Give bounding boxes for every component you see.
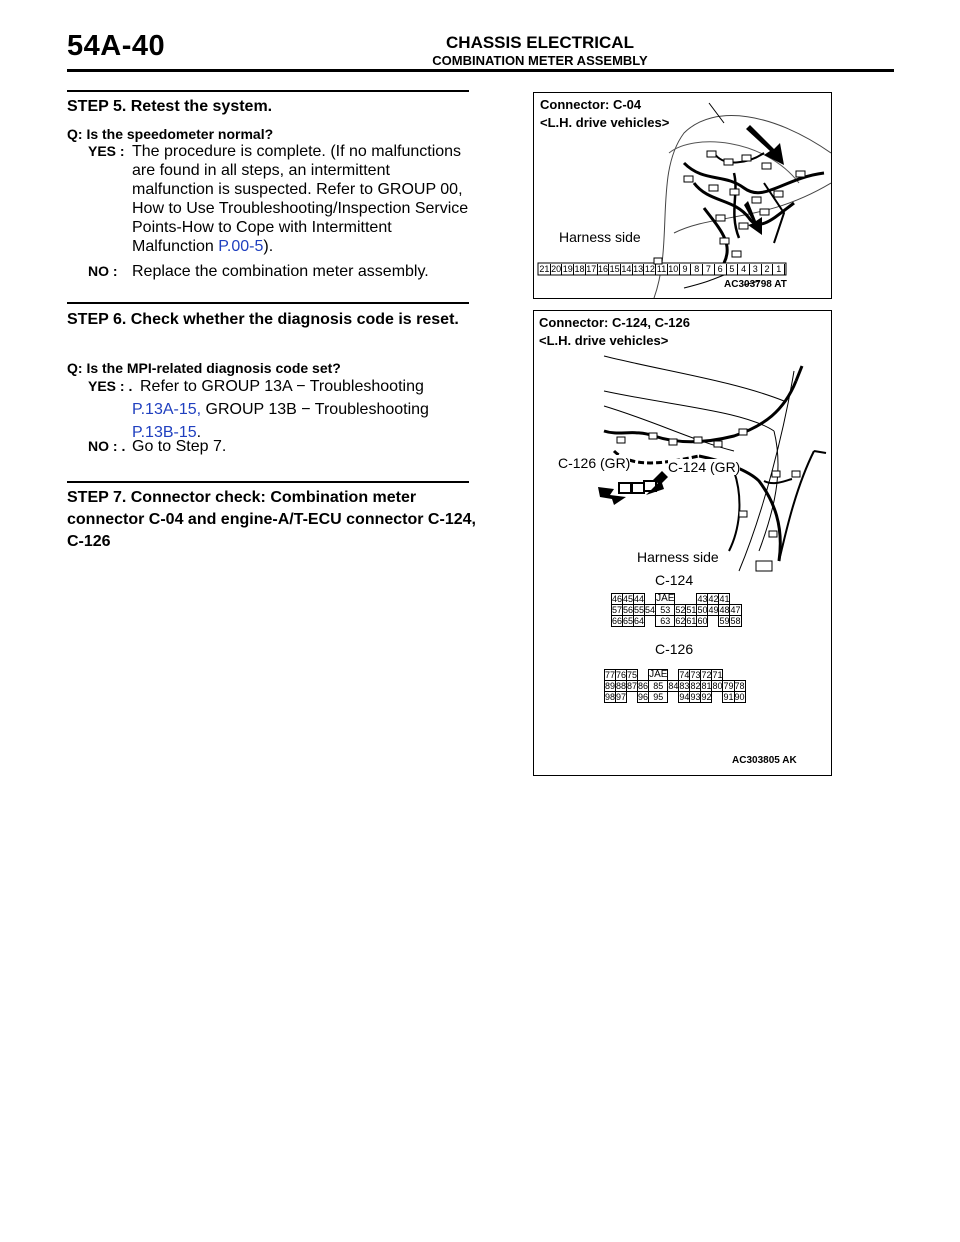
c124-pin: 55 — [634, 605, 645, 615]
page-number: 54A-40 — [67, 30, 166, 62]
c04-pin: 3 — [750, 264, 762, 275]
c04-pin: 17 — [586, 264, 597, 274]
c126-pin: 93 — [690, 692, 701, 702]
c126-pin: 91 — [723, 692, 734, 702]
c124-pin: 49 — [708, 605, 719, 615]
c124-pin: 62 — [675, 616, 686, 626]
fig2-label-c124-gr: C-124 (GR) — [668, 459, 741, 475]
c04-pin: 18 — [574, 264, 585, 274]
c126-pin: 78 — [734, 681, 745, 691]
c124-pin: 46 — [612, 594, 623, 604]
c126-pin: 87 — [627, 681, 638, 691]
c124-pin: 59 — [719, 616, 730, 626]
step5-no-label: NO : — [88, 263, 118, 279]
header-rule — [67, 69, 894, 72]
c04-pin: 10 — [668, 264, 679, 274]
c124-pin: 45 — [623, 594, 634, 604]
c126-pin: 81 — [701, 681, 712, 691]
c126-pin: 76 — [616, 670, 627, 680]
fig2-c124-label: C-124 — [655, 572, 694, 588]
c126-pin: 92 — [701, 692, 712, 702]
c04-pin: 21 — [539, 264, 550, 274]
c126-pin: 83 — [679, 681, 690, 691]
c124-pin: 51 — [686, 605, 697, 615]
c124-pin — [686, 594, 697, 605]
c124-pin: 64 — [634, 616, 645, 626]
c126-pin: 97 — [616, 692, 627, 702]
c124-pin: 63 — [656, 616, 675, 627]
fig2-vehicle: <L.H. drive vehicles> — [539, 333, 669, 348]
c126-pin — [627, 692, 638, 703]
step6-title: STEP 6. Check whether the diagnosis code is reset. — [67, 311, 459, 328]
c04-pin: 9 — [680, 264, 692, 275]
c126-pin: 96 — [638, 692, 649, 702]
c04-pin: 2 — [762, 264, 774, 275]
c124-pin: 54 — [645, 605, 656, 615]
step5-rule — [67, 90, 469, 92]
c126-pin: 84 — [668, 681, 679, 691]
c126-pin — [668, 692, 679, 703]
c126-pin: 85 — [649, 681, 668, 692]
c124-pin: 57 — [612, 605, 623, 615]
c126-pin: 79 — [723, 681, 734, 691]
c126-pin: 71 — [712, 670, 723, 680]
step5-title: STEP 5. Retest the system. — [67, 98, 273, 115]
c126-pin: 80 — [712, 681, 723, 691]
c124-pin: 65 — [623, 616, 634, 626]
step6-yes-answer-2: P.13A-15, GROUP 13B − Troubleshooting — [132, 401, 429, 418]
c126-pin: 90 — [734, 692, 745, 702]
fig1-connector: Connector: C-04 — [540, 97, 642, 112]
step7-title: STEP 7. Connector check: Combination meter connector C-04 and engine-A/T-ECU connector C-124, C-126 — [67, 489, 476, 550]
c126-pin: 75 — [627, 670, 638, 680]
figure-connector-c04 — [533, 92, 832, 299]
c124-pin: 53 — [656, 605, 675, 616]
c04-pin: 12 — [644, 264, 655, 274]
section-title: CHASSIS ELECTRICAL — [446, 33, 634, 52]
c126-pin: 82 — [690, 681, 701, 691]
step6-yes-answer: Refer to GROUP 13A − Troubleshooting — [140, 378, 424, 395]
step6-question: Q: Is the MPI-related diagnosis code set? — [67, 360, 341, 376]
c04-pin: 1 — [773, 264, 785, 275]
fig2-c126-label: C-126 — [655, 641, 694, 657]
c124-pin: 52 — [675, 605, 686, 615]
fig1-harness-side: Harness side — [559, 229, 641, 245]
c124-pin: 61 — [686, 616, 697, 626]
c124-pin: 42 — [708, 594, 719, 604]
c124-pin: 41 — [719, 594, 730, 604]
c126-pin: JAE — [649, 669, 668, 680]
step6-yes-link-2[interactable]: P.13B-15 — [132, 424, 197, 441]
c124-pin: 56 — [623, 605, 634, 615]
c126-pin: 86 — [638, 681, 649, 691]
c124-pin: 47 — [730, 605, 741, 615]
fig2-harness-side: Harness side — [637, 549, 719, 565]
c124-pin: 58 — [730, 616, 741, 626]
c126-pin — [712, 692, 723, 703]
fig1-code: AC303798 AT — [724, 279, 787, 290]
fig2-label-c126-gr: C-126 (GR) — [558, 455, 631, 471]
c126-pin-layout — [604, 669, 746, 703]
c126-pin: 72 — [701, 670, 712, 680]
step6-yes-answer-3: P.13B-15. — [132, 424, 202, 441]
figure-connector-c124-c126 — [533, 310, 832, 776]
c124-pin — [645, 616, 656, 627]
c124-pin: 60 — [697, 616, 708, 626]
c126-pin: 74 — [679, 670, 690, 680]
c04-pin: 14 — [621, 264, 632, 274]
step5-question: Q: Is the speedometer normal? — [67, 126, 274, 142]
c124-pin — [675, 594, 686, 605]
step5-no-answer: Replace the combination meter assembly. — [132, 263, 429, 280]
c126-pin: 94 — [679, 692, 690, 702]
c124-pin-layout — [611, 593, 742, 627]
step7-rule — [67, 481, 469, 483]
step6-no-label: NO : . — [88, 438, 126, 454]
c126-pin: 89 — [605, 681, 616, 691]
c126-pin: 95 — [649, 692, 668, 703]
c04-pin: 6 — [715, 264, 727, 275]
step6-no-answer: Go to Step 7. — [132, 438, 227, 455]
c04-pin-strip — [539, 264, 785, 275]
c126-pin: 77 — [605, 670, 616, 680]
c124-pin — [645, 594, 656, 605]
step5-yes-label: YES : — [88, 143, 125, 159]
c126-pin: 98 — [605, 692, 616, 702]
step5-yes-link[interactable]: P.00-5 — [218, 238, 264, 255]
c04-pin: 19 — [562, 264, 573, 274]
step6-rule — [67, 302, 469, 304]
c126-pin — [638, 670, 649, 681]
step6-yes-link-1[interactable]: P.13A-15, — [132, 401, 202, 418]
c04-pin: 20 — [551, 264, 562, 274]
c124-pin: 66 — [612, 616, 623, 626]
c124-pin: 50 — [697, 605, 708, 615]
section-subtitle: COMBINATION METER ASSEMBLY — [432, 53, 648, 68]
c04-pin: 5 — [727, 264, 739, 275]
c124-pin — [708, 616, 719, 627]
c124-pin: JAE — [656, 593, 675, 604]
fig1-vehicle: <L.H. drive vehicles> — [540, 115, 670, 130]
fig2-connector: Connector: C-124, C-126 — [539, 315, 690, 330]
c124-pin: 44 — [634, 594, 645, 604]
fig2-code: AC303805 AK — [732, 755, 797, 766]
c04-pin: 11 — [656, 264, 667, 274]
c04-pin: 16 — [597, 264, 608, 274]
ecu-harness-illustration — [534, 311, 831, 775]
c124-pin: 43 — [697, 594, 708, 604]
c04-pin: 4 — [738, 264, 750, 275]
c126-pin: 73 — [690, 670, 701, 680]
c04-pin: 15 — [609, 264, 620, 274]
step6-yes-label: YES : . — [88, 378, 133, 394]
c04-pin: 7 — [703, 264, 715, 275]
step5-yes-answer: The procedure is complete. (If no malfunctions are found in all steps, an intermittent malfunction is suspected. Refer to GROUP 00, How to Use Troubleshooting/Inspection Service Points-How to Cope with Intermittent Malfunction P.00-5). — [132, 143, 469, 255]
c04-pin: 13 — [633, 264, 644, 274]
c124-pin: 48 — [719, 605, 730, 615]
c126-pin — [668, 670, 679, 681]
c126-pin: 88 — [616, 681, 627, 691]
c04-pin: 8 — [691, 264, 703, 275]
